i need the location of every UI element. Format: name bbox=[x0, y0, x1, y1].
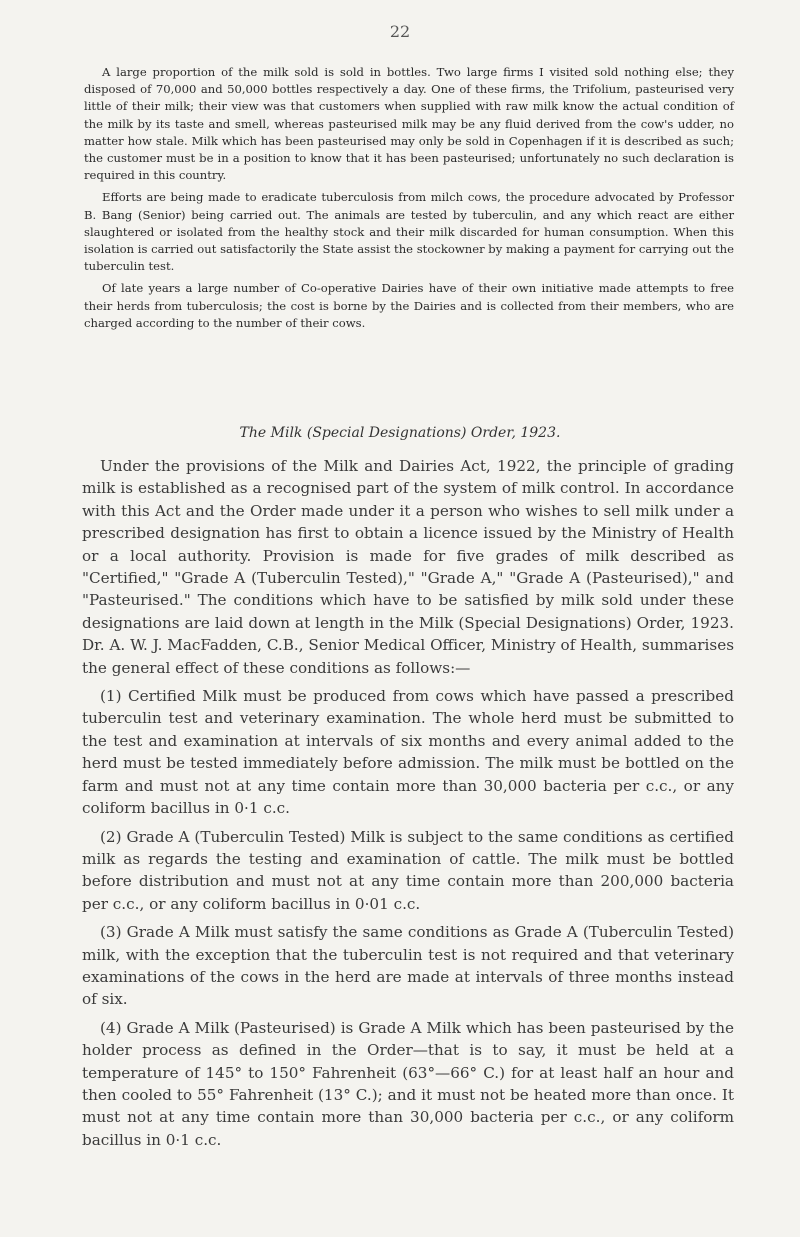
paragraph-bottled-milk: A large proportion of the milk sold is sold in bottles. Two large firms I visited sold nothing else; they disposed of 70,000 and 50,000 bottles respectively a day. One of these firms, the Trifolium, pasteurised very little of their milk; their view was that customers when supplied with raw milk know the actual condition of the milk by its taste and smell, whereas pasteurised milk may be any fluid derived from the cow's udder, no matter how stale. Milk which has been pasteurised may only be sold in Copenhagen if it is described as such; the customer must be in a position to know that it has been pasteurised; unfortunately no such declaration is required in this country. bbox=[84, 65, 734, 183]
paragraph-grade-a-pasteurised: (4) Grade A Milk (Pasteurised) is Grade A Milk which has been pasteurised by the holder process as defined in the Order—that is to say, it must be held at a temperature of 145° to 150° Fahrenheit (63°—66° C.) for at least half an hour and then cooled to 55° Fahrenheit (13° C.); and it must not be heated more than once. It must not at any time contain more than 30,000 bacteria per c.c., or any coliform bacillus in 0·1 c.c. bbox=[82, 1018, 734, 1149]
paragraph-cooperative-dairies: Of late years a large number of Co-operative Dairies have of their own initiative made attempts to free their herds from tuberculosis; the cost is borne by the Dairies and is collected from their members, who are charged according to the number of their cows. bbox=[84, 281, 734, 330]
section-heading: The Milk (Special Designations) Order, 1923. bbox=[239, 425, 561, 441]
paragraph-tuberculosis-eradication: Efforts are being made to eradicate tuberculosis from milch cows, the procedure advocated by Professor B. Bang (Senior) being carried out. The animals are tested by tuberculin, and any which react are either slaughtered or isolated from the healthy stock and their milk discarded for human consumption. When this isolation is carried out satisfactorily the State assist the stockowner by making a payment for carrying out the tuberculin test. bbox=[84, 190, 734, 274]
page-number: 22 bbox=[389, 22, 411, 41]
paragraph-grade-a: (3) Grade A Milk must satisfy the same conditions as Grade A (Tuberculin Tested) milk, with the exception that the tuberculin test is not required and that veterinary examinations of the cows in the herd are made at intervals of three months instead of six. bbox=[82, 923, 734, 1009]
paragraph-certified-milk: (1) Certified Milk must be produced from cows which have passed a prescribed tuberculin test and veterinary examination. The whole herd must be submitted to the test and examination at intervals of six months and every animal added to the herd must be tested immediately before admission. The milk must be bottled on the farm and must not at any time contain more than 30,000 bacteria per c.c., or any coliform bacillus in 0·1 c.c. bbox=[82, 687, 734, 818]
intro-section bbox=[84, 64, 734, 337]
paragraph-milk-dairies-act: Under the provisions of the Milk and Dairies Act, 1922, the principle of grading milk is established as a recognised part of the system of milk control. In accordance with this Act and the Order made under it a person who wishes to sell milk under a prescribed designation has first to obtain a licence issued by the Ministry of Health or a local authority. Provision is made for five grades of milk described as "Certified," "Grade A (Tuberculin Tested)," "Grade A," "Grade A (Pasteurised)," and "Pasteurised." The conditions which have to be satisfied by milk sold under these designations are laid down at length in the Milk (Special Designations) Order, 1923. Dr. A. W. J. MacFadden, C.B., Senior Medical Officer, Ministry of Health, summarises the general effect of these conditions as follows:— bbox=[82, 457, 734, 677]
order-section bbox=[82, 455, 734, 1157]
paragraph-grade-a-tuberculin-tested: (2) Grade A (Tuberculin Tested) Milk is subject to the same conditions as certified milk as regards the testing and examination of cattle. The milk must be bottled before distribution and must not at any time contain more than 200,000 bacteria per c.c., or any coliform bacillus in 0·01 c.c. bbox=[82, 827, 734, 913]
